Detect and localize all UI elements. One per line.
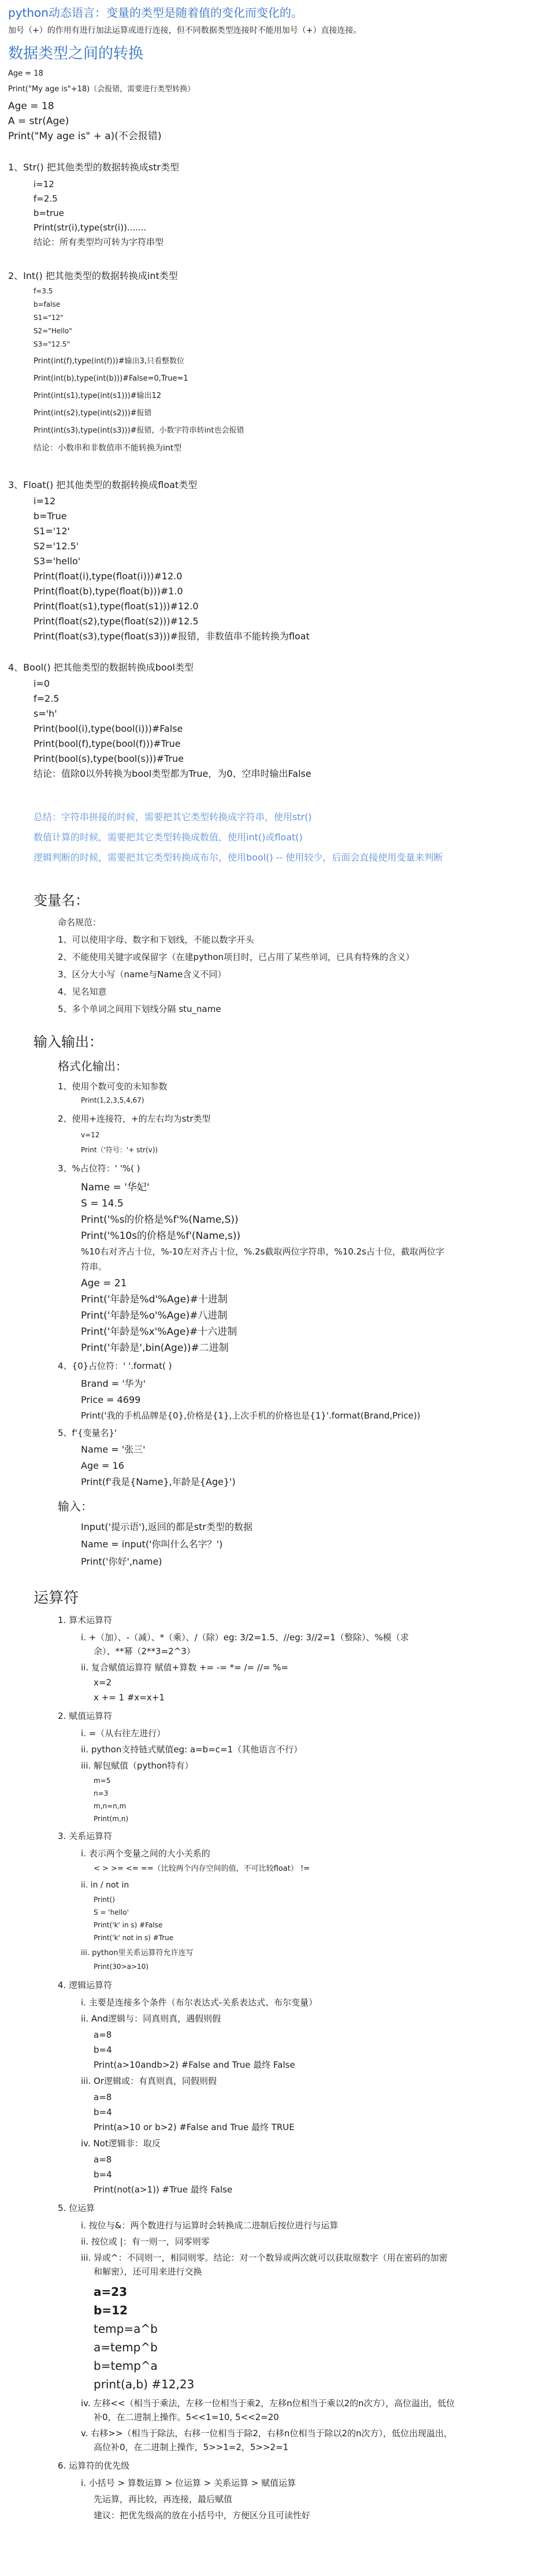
text-line: Print(f'我是{Name},年龄是{Age}')	[81, 1476, 236, 1487]
text-line: i=0	[34, 678, 50, 689]
text-line: 输入输出：	[34, 1034, 103, 1050]
text-line: Age = 21	[81, 1278, 127, 1289]
text-line: Print("My age is"+18)（会报错，需要进行类型转换）	[8, 85, 195, 94]
text-line: Print(1,2,3,5,4,67)	[81, 1096, 144, 1104]
text-line: Print(float(s2),type(float(s2)))#12.5	[34, 616, 199, 627]
text-line: f=2.5	[34, 693, 60, 704]
text-line: Age = 18	[8, 69, 43, 78]
text-line: 2. 赋值运算符	[58, 1711, 113, 1721]
text-line: 结论：所有类型均可转为字符串型	[34, 237, 164, 247]
text-line: f=2.5	[34, 193, 58, 204]
text-line: Name = input('你叫什么名字？')	[81, 1539, 223, 1550]
text-line: 2、Int() 把其他类型的数据转换成int类型	[8, 270, 178, 281]
text-line: 4. 逻辑运算符	[58, 1980, 113, 1990]
text-line: 4、{0}占位符：' '.format( )	[58, 1361, 172, 1371]
text-line: Print(float(b),type(float(b)))#1.0	[34, 586, 183, 597]
text-line: a=8	[94, 2154, 112, 2165]
text-line: < > >= <= ==（比较两个内存空间的值，不可比较float） !=	[94, 1864, 310, 1873]
text-line: 逻辑判断的时候，需要把其它类型转换成布尔，使用bool() -- 使用较少，后面会直接使用变量来判断	[34, 852, 443, 863]
text-line: b=4	[94, 2169, 112, 2180]
text-line: m,n=n,m	[94, 1802, 127, 1810]
text-line: 命名规范：	[58, 917, 102, 928]
text-line: Age = 16	[81, 1460, 124, 1471]
text-line: ii. 按位或 |：有一则一，同零则零	[81, 2236, 210, 2247]
text-line: ii. 复合赋值运算符 赋值+算数 += -= *= /= //= %=	[81, 1662, 289, 1673]
text-line: Print(float(s3),type(float(s3)))#报错，非数值串不能转换为float	[34, 631, 310, 642]
text-line: b=12	[94, 2303, 128, 2317]
text-line: iii. Or逻辑或：有真则真，同假则假	[81, 2076, 217, 2086]
text-line: Print(str(i),type(str(i)).......	[34, 222, 147, 233]
text-line: ii. in / not in	[81, 1881, 129, 1890]
text-line: 余）、**幂（2**3=2^3）	[94, 1646, 195, 1656]
text-line: 4、Bool() 把其他类型的数据转换成bool类型	[8, 662, 194, 673]
text-line: Print(m,n)	[94, 1815, 129, 1823]
text-line: Print（'符号：'+ str(v))	[81, 1146, 158, 1154]
text-line: Print(bool(s),type(bool(s)))#True	[34, 753, 184, 764]
text-line: n=3	[94, 1789, 109, 1797]
text-line: Print('你好',name)	[81, 1556, 162, 1567]
text-line: S1='12'	[34, 526, 70, 537]
text-line: 1、Str() 把其他类型的数据转换成str类型	[8, 162, 179, 173]
text-line: Print()	[94, 1896, 115, 1904]
text-line: i=12	[34, 496, 56, 507]
text-line: Name = '张三'	[81, 1444, 146, 1455]
text-line: Print("My age is" + a)(不会报错)	[8, 131, 162, 142]
text-line: i. 主要是连接多个条件（布尔表达式-关系表达式、布尔变量）	[81, 1997, 318, 2008]
text-line: i=12	[34, 179, 54, 189]
text-line: Print(bool(i),type(bool(i)))#False	[34, 723, 183, 734]
text-line: Print(a>10andb>2) #False and True 最终 False	[94, 2060, 295, 2070]
text-line: v=12	[81, 1131, 100, 1139]
text-line: 结论：值除0以外转换为bool类型都为True，为0、空串时输出False	[34, 768, 311, 779]
text-line: Print(30>a>10)	[94, 1963, 148, 1971]
text-line: 1、使用个数可变的未知参数	[58, 1081, 168, 1092]
text-line: Print(int(s1),type(int(s1)))#输出12	[34, 392, 162, 400]
text-line: 3、区分大小写（name与Name含义不同）	[58, 969, 226, 980]
text-line: 补0，在二进制上操作。5<<1=10, 5<<2=20	[94, 2412, 279, 2422]
text-line: Print(bool(f),type(bool(f)))#True	[34, 738, 181, 749]
text-line: i. 按位与&：两个数进行与运算时会转换成二进制后按位进行与运算	[81, 2220, 339, 2231]
text-line: Age = 18	[8, 100, 54, 112]
text-line: i. 表示两个变量之间的大小关系的	[81, 1848, 210, 1859]
text-line: Name = '华妃'	[81, 1182, 150, 1193]
text-line: python动态语言：变量的类型是随着值的变化而变化的。	[8, 6, 303, 20]
text-line: b=True	[34, 511, 67, 522]
text-line: Print('年龄是%d'%Age)#十进制	[81, 1294, 228, 1305]
text-line: x=2	[94, 1677, 112, 1688]
text-line: Print(int(b),type(int(b)))#False=0,True=1	[34, 374, 188, 383]
text-line: 变量名：	[34, 892, 89, 909]
text-line: S3="12.5"	[34, 340, 70, 348]
text-line: Print(int(s2),type(int(s2)))#报错	[34, 409, 152, 418]
text-line: b=4	[94, 2107, 112, 2117]
text-line: temp=a^b	[94, 2322, 158, 2336]
text-line: ii. python支持链式赋值eg: a=b=c=1（其他语言不行）	[81, 1744, 303, 1755]
text-line: S2='12.5'	[34, 541, 79, 552]
text-line: Print('年龄是%o'%Age)#八进制	[81, 1310, 228, 1321]
text-line: 先运算，再比较，再连接，最后赋值	[94, 2494, 233, 2504]
text-line: s='h'	[34, 708, 57, 719]
text-line: i. +（加）、-（减）、*（乘）、/（除）eg: 3/2=1.5、//eg: 3//2=1（整除）、%模（求	[81, 1632, 409, 1643]
text-line: b=false	[34, 300, 61, 308]
text-line: 格式化输出：	[58, 1059, 127, 1073]
text-line: S2="Hello"	[34, 327, 72, 335]
text-line: Print('我的手机品牌是{0},价格是{1},上次手机的价格也是{1}'.format(Brand,Price))	[81, 1410, 421, 1421]
text-line: 运算符	[34, 1589, 79, 1607]
text-line: 1. 算术运算符	[58, 1615, 113, 1625]
text-line: Print(int(f),type(int(f)))#输出3,只看整数位	[34, 357, 184, 366]
text-line: Print('年龄是%x'%Age)#十六进制	[81, 1326, 237, 1338]
text-line: Input('提示语'),返回的都是str类型的数据	[81, 1521, 252, 1532]
text-line: 结论：小数串和非数值串不能转换为int型	[34, 444, 182, 453]
text-line: Print('年龄是',bin(Age))#二进制	[81, 1342, 229, 1354]
text-line: v. 右移>>（相当于除法，右移一位相当于除2，右移n位相当于除以2的n次方），低位出现溢出，	[81, 2428, 452, 2439]
text-line: a=8	[94, 2030, 112, 2040]
text-line: a=8	[94, 2092, 112, 2102]
text-line: 4、见名知意	[58, 987, 107, 997]
text-line: 高位补0，在二进制上操作，5>>1=2，5>>2=1	[94, 2442, 289, 2452]
text-line: iii. 异或^：不同则一，相同则零。结论：对一个数异或两次就可以获取原数字（用在密码的加密	[81, 2253, 448, 2263]
text-line: Print(float(s1),type(float(s1)))#12.0	[34, 601, 199, 612]
text-line: iv. Not逻辑非：取反	[81, 2138, 161, 2149]
text-line: Price = 4699	[81, 1394, 141, 1405]
text-line: a=temp^b	[94, 2340, 158, 2354]
text-line: x += 1 #x=x+1	[94, 1692, 165, 1703]
text-line: 5. 位运算	[58, 2203, 95, 2213]
text-line: S3='hello'	[34, 556, 81, 567]
text-line: a=23	[94, 2285, 128, 2299]
text-line: i. =（从右往左进行）	[81, 1728, 166, 1739]
text-line: 5、f'{变量名}'	[58, 1428, 117, 1438]
text-line: Print('k' not in s) #True	[94, 1934, 174, 1942]
text-line: Print('k' in s) #False	[94, 1921, 163, 1929]
text-line: Print(not(a>1)) #True 最终 False	[94, 2184, 233, 2195]
text-line: print(a,b) #12,23	[94, 2377, 195, 2391]
text-line: Print(a>10 or b>2) #False and True 最终 TRUE	[94, 2122, 295, 2132]
text-line: 3. 关系运算符	[58, 1831, 113, 1841]
text-line: 和解密），还可用来进行交换	[94, 2266, 202, 2277]
text-line: Print('%s的价格是%f'%(Name,S))	[81, 1214, 239, 1226]
text-line: f=3.5	[34, 287, 53, 295]
text-line: S = 14.5	[81, 1198, 124, 1209]
text-line: Print(int(s3),type(int(s3)))#报错，小数字符串转int也会报错	[34, 426, 244, 435]
text-line: 建议：把优先级高的放在小括号中，方便区分且可读性好	[94, 2510, 311, 2521]
text-line: 2、使用+连接符，+的左右均为str类型	[58, 1114, 211, 1124]
text-line: 加号（+）的作用有进行加法运算或进行连接，但不同数据类型连接时不能用加号（+）直接连接。	[8, 26, 362, 35]
text-line: 1、可以使用字母、数字和下划线，不能以数字开头	[58, 935, 254, 945]
text-line: i. 小括号 > 算数运算 > 位运算 > 关系运算 > 赋值运算	[81, 2478, 296, 2488]
text-line: iii. 解包赋值（python特有）	[81, 1760, 194, 1771]
text-line: S1="12"	[34, 314, 64, 322]
text-line: S = 'hello'	[94, 1908, 129, 1916]
text-line: %10右对齐占十位，%-10左对齐占十位，%.2s截取两位字符串，%10.2s占十位，截取两位字	[81, 1246, 444, 1257]
text-line: iii. python里关系运算符允许连写	[81, 1949, 194, 1957]
text-line: 数值计算的时候，需要把其它类型转换成数值，使用int()或float()	[34, 832, 303, 843]
text-line: 总结：字符串拼接的时候，需要把其它类型转换成字符串，使用str()	[34, 811, 312, 822]
text-line: Print(float(i),type(float(i)))#12.0	[34, 571, 183, 582]
text-line: 6. 运算符的优先级	[58, 2460, 130, 2471]
text-line: m=5	[94, 1777, 111, 1785]
text-line: 3、%占位符：' '%( )	[58, 1163, 140, 1174]
text-line: 符串。	[81, 1261, 107, 1272]
text-line: 3、Float() 把其他类型的数据转换成float类型	[8, 479, 198, 490]
text-line: 数据类型之间的转换	[8, 45, 144, 62]
text-line: Print('%10s的价格是%f'(Name,s))	[81, 1230, 241, 1242]
text-line: 输入：	[58, 1499, 92, 1513]
text-line: ii. And逻辑与：同真则真，遇假则假	[81, 2013, 221, 2024]
text-line: iv. 左移<<（相当于乘法，左移一位相当于乘2，左移n位相当于乘以2的n次方），高位溢出，低位	[81, 2398, 455, 2409]
text-line: b=true	[34, 208, 64, 218]
text-line: b=4	[94, 2045, 112, 2055]
text-line: 2、不能使用关键字或保留字（在建python项目时，已占用了某些单词，已具有特殊的含义）	[58, 952, 415, 962]
text-line: b=temp^a	[94, 2359, 158, 2373]
text-line: A = str(Age)	[8, 116, 69, 127]
text-line: 5、多个单词之间用下划线分隔 stu_name	[58, 1004, 221, 1014]
text-line: Brand = '华为'	[81, 1378, 146, 1389]
